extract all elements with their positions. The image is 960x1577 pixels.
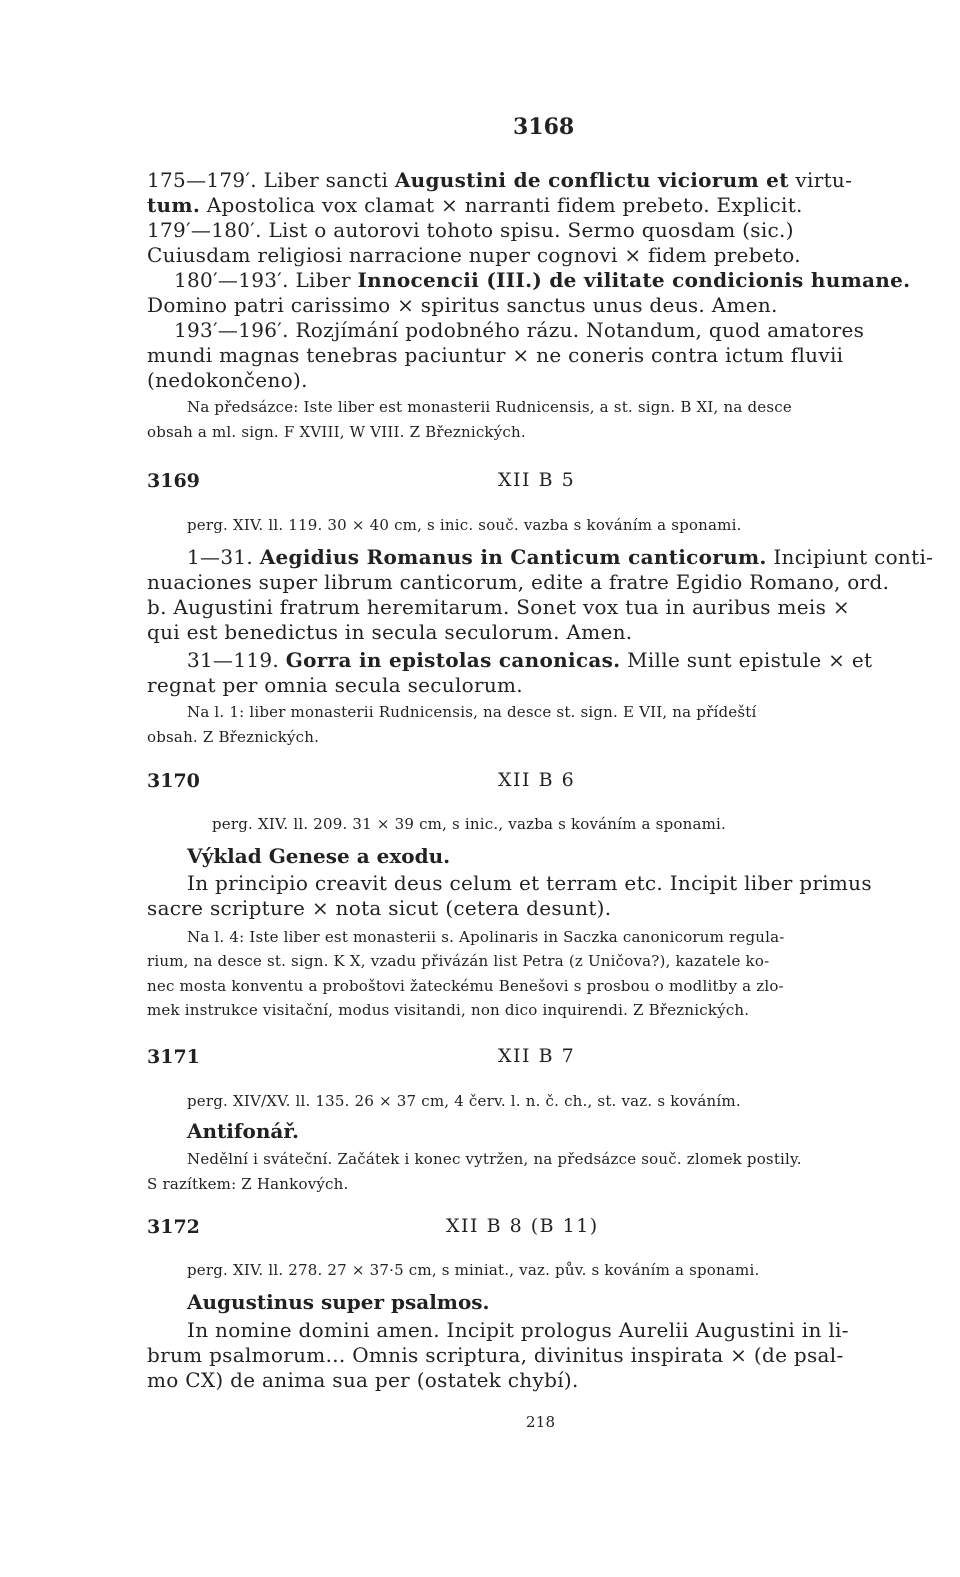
text-line: Cuiusdam religiosi narracione nuper cognovi × fidem prebeto. — [147, 243, 801, 267]
text-line: (nedokončeno). — [147, 368, 308, 392]
entry-title: Výklad Genese a exodu. — [187, 844, 451, 868]
text-line: brum psalmorum... Omnis scriptura, divinitus inspirata × (de psal- — [147, 1343, 844, 1367]
note-line: obsah. Z Březnických. — [147, 728, 320, 746]
text-line: Domino patri carissimo × spiritus sanctus unus deus. Amen. — [147, 293, 778, 317]
shelf-signature: XII B 5 — [498, 469, 576, 491]
text-line: 1—31. Aegidius Romanus in Canticum canticorum. Incipiunt conti- — [187, 545, 934, 569]
note-line: S razítkem: Z Hankových. — [147, 1175, 349, 1193]
text-line: 193′—196′. Rozjímání podobného rázu. Notandum, quod amatores — [174, 318, 865, 342]
note-line: rium, na desce st. sign. K X, vzadu přivázán list Petra (z Uničova?), kazatele ko- — [147, 952, 770, 970]
text-line: nuaciones super librum canticorum, edite a fratre Egidio Romano, ord. — [147, 570, 890, 594]
entry-description: perg. XIV. ll. 119. 30 × 40 cm, s inic. souč. vazba s kováním a sponami. — [187, 516, 742, 534]
text-line: b. Augustini fratrum heremitarum. Sonet vox tua in auribus meis × — [147, 595, 850, 619]
text-line: mo CX) de anima sua per (ostatek chybí). — [147, 1368, 579, 1392]
note-line: Na l. 1: liber monasterii Rudnicensis, na desce st. sign. E VII, na přídeští — [187, 703, 757, 721]
text-line: 179′—180′. List o autorovi tohoto spisu. Sermo quosdam (sic.) — [147, 218, 794, 242]
entry-number: 3169 — [147, 470, 200, 492]
text-line: regnat per omnia secula seculorum. — [147, 673, 523, 697]
note-line: Na l. 4: Iste liber est monasterii s. Apolinaris in Saczka canonicorum regula- — [187, 928, 785, 946]
text-line: In nomine domini amen. Incipit prologus Aurelii Augustini in li- — [187, 1318, 849, 1342]
entry-number: 3172 — [147, 1216, 200, 1238]
entry-title: Augustinus super psalmos. — [187, 1290, 490, 1314]
entry-title: Antifonář. — [187, 1119, 300, 1143]
text-line: tum. Apostolica vox clamat × narranti fidem prebeto. Explicit. — [147, 193, 803, 217]
entry-description: perg. XIV/XV. ll. 135. 26 × 37 cm, 4 červ. l. n. č. ch., st. vaz. s kováním. — [187, 1092, 741, 1110]
shelf-signature: XII B 6 — [498, 769, 576, 791]
entry-description: perg. XIV. ll. 209. 31 × 39 cm, s inic., vazba s kováním a sponami. — [212, 815, 726, 833]
text-line: In principio creavit deus celum et terram etc. Incipit liber primus — [187, 871, 872, 895]
entry-number: 3170 — [147, 770, 200, 792]
text-line: 31—119. Gorra in epistolas canonicas. Mille sunt epistule × et — [187, 648, 873, 672]
note-line: obsah a ml. sign. F XVIII, W VIII. Z Březnických. — [147, 423, 526, 441]
note-line: Nedělní i sváteční. Začátek i konec vytržen, na předsázce souč. zlomek postily. — [187, 1150, 802, 1168]
entry-number: 3171 — [147, 1046, 200, 1068]
text-line: sacre scripture × nota sicut (cetera desunt). — [147, 896, 612, 920]
shelf-signature: XII B 7 — [498, 1045, 576, 1067]
text-line: qui est benedictus in secula seculorum. Amen. — [147, 620, 633, 644]
page-footer-number: 218 — [526, 1413, 556, 1431]
text-line: 180′—193′. Liber Innocencii (III.) de vilitate condicionis humane. — [174, 268, 911, 292]
entry-description: perg. XIV. ll. 278. 27 × 37·5 cm, s miniat., vaz. pův. s kováním a sponami. — [187, 1261, 760, 1279]
text-line: mundi magnas tenebras paciuntur × ne coneris contra ictum fluvii — [147, 343, 844, 367]
note-line: mek instrukce visitační, modus visitandi, non dico inquirendi. Z Březnických. — [147, 1001, 750, 1019]
note-line: Na předsázce: Iste liber est monasterii Rudnicensis, a st. sign. B XI, na desce — [187, 398, 792, 416]
shelf-signature: XII B 8 (B 11) — [446, 1215, 599, 1237]
text-line: 175—179′. Liber sancti Augustini de conflictu viciorum et virtu- — [147, 168, 853, 192]
page-header-number: 3168 — [513, 114, 575, 140]
note-line: nec mosta konventu a proboštovi žateckému Benešovi s prosbou o modlitby a zlo- — [147, 977, 784, 995]
